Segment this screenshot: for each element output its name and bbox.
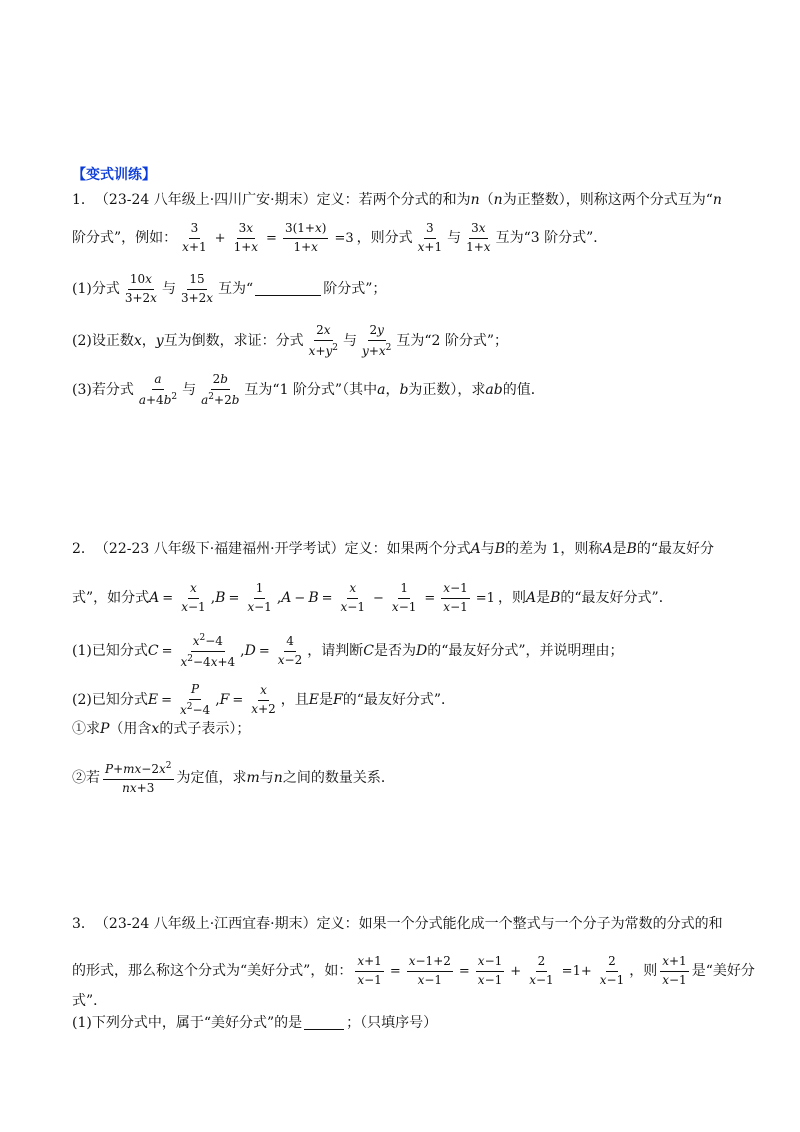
fraction: $\frac{1}{x-1}$: [247, 581, 272, 614]
fraction: $\frac{3x}{1+x}$: [233, 221, 259, 254]
q1-part1: (1)分式 10x 3+2x 与 15 3+2x 互为“ 阶分式”；: [72, 272, 387, 305]
fraction: $\frac{1}{x-1}$: [391, 581, 417, 614]
fraction: $\frac{x^2-4}{x^2-4x+4}$: [180, 633, 236, 669]
fraction: 2y $y+x^2$: [362, 323, 392, 358]
answer-blank[interactable]: [304, 1017, 344, 1030]
q2-sub2: ②若 $P+mx-2x^2$ nx+3 为定值，求 m 与 n 之间的数量关系．: [72, 761, 395, 795]
fraction: 15 3+2x: [180, 272, 214, 305]
q2-part2: (2)已知分式 E = $\frac{P}{x^2-4}$ , F = $\frac{x}{x+2}$ ，且 E 是 F 的“最友好分式”．: [72, 682, 456, 717]
fraction: $P+mx-2x^2$ nx+3: [105, 761, 172, 795]
fraction: 10x 3+2x: [124, 272, 157, 305]
q3-number: 3．: [72, 916, 95, 932]
q1-part2: (2)设正数 x ， y 互为倒数，求证：分式 2x $x+y^2$ 与 2y $y+x^2$ 互为“2 阶分式”；: [72, 323, 509, 358]
fraction: 2b $a^2+2b$: [201, 372, 240, 407]
q1-number: 1．: [72, 192, 95, 208]
fraction: $\frac{x-1+2}{x-1}$: [408, 954, 451, 987]
fraction: a $a+4b^2$: [138, 372, 178, 407]
fraction: 3 x+1: [417, 221, 443, 254]
q3-part1: (1)下列分式中，属于“美好分式”的是 ；（只填序号）: [72, 1015, 438, 1031]
fraction: $\frac{3(1+x)}{1+x}$: [284, 221, 327, 254]
fraction: 2x $x+y^2$: [308, 323, 339, 358]
fraction: $\frac{4}{x-2}$: [277, 634, 303, 667]
q1-line2: 阶分式”，例如： 3 x+1 + $\frac{3x}{1+x}$ = $\frac{3(1+x)}{1+x}$ =3 ，则分式 3 x+1 与 3x 1+x 互为“3 阶分式”．: [72, 221, 608, 254]
section-header: 【变式训练】: [72, 167, 156, 183]
fraction: $\frac{x}{x-1}$: [340, 581, 365, 614]
fraction: $\frac{2}{x-1}$: [599, 954, 625, 987]
q2-line2: 式”，如分式 A = $\frac{x}{x-1}$ , B = $\frac{1}{x-1}$ , A − B = $\frac{x}{x-1}$ − $\frac{1}{x-1}$ = $\frac{x-1}{x-1}$ =1 ，则 A 是 B 的“最友好分式”．: [72, 581, 673, 614]
q1-source: （23-24 八年级上·四川广安·期末）: [94, 192, 317, 208]
q2-part1: (1)已知分式 C = $\frac{x^2-4}{x^2-4x+4}$ , D = $\frac{4}{x-2}$ ，请判断 C 是否为 D 的“最友好分式”，并说明理由；: [72, 633, 624, 669]
fraction: 3x 1+x: [466, 221, 491, 254]
q1-part3: (3)若分式 a $a+4b^2$ 与 2b $a^2+2b$ 互为“1 阶分式”（其中 a ， b 为正数），求 ab 的值．: [72, 372, 545, 407]
q2-sub1: ①求 P （用含 x 的式子表示）；: [72, 721, 251, 737]
fraction: $\frac{2}{x-1}$: [529, 954, 554, 987]
answer-blank[interactable]: [255, 283, 321, 296]
fraction: $\frac{x}{x-1}$: [181, 581, 206, 614]
fraction: 3 x+1: [182, 221, 207, 254]
q3-line1: 3． （23-24 八年级上·江西宜春·期末） 定义：如果一个分式能化成一个整式与一个分子为常数的分式的和: [72, 916, 723, 932]
fraction: $\frac{x+1}{x-1}$: [357, 954, 382, 987]
fraction: $\frac{x-1}{x-1}$: [477, 954, 503, 987]
q1-line1: 1． （23-24 八年级上·四川广安·期末） 定义：若两个分式的和为 n （ n 为正整数），则称这两个分式互为“ n: [72, 192, 722, 208]
q2-line1: 2． （22-23 八年级下·福建福州·开学考试） 定义：如果两个分式 A 与 B 的差为 1，则称 A 是 B 的“最友好分: [72, 541, 715, 557]
q3-line2: 的形式，那么称这个分式为“美好分式”，如： $\frac{x+1}{x-1}$ = $\frac{x-1+2}{x-1}$ = $\frac{x-1}{x-1}$ + $\frac{2}{x-1}$ =1+ $\frac{2}{x-1}$ ，则 x+1 x−1 是“美好分: [72, 954, 755, 987]
fraction: $\frac{P}{x^2-4}$: [179, 682, 211, 717]
q3-line3: 式”．: [72, 993, 108, 1009]
fraction: $\frac{x-1}{x-1}$: [443, 581, 468, 614]
fraction: $\frac{x}{x+2}$: [251, 683, 276, 716]
q3-source: （23-24 八年级上·江西宜春·期末）: [94, 916, 317, 932]
q2-source: （22-23 八年级下·福建福州·开学考试）: [94, 541, 345, 557]
fraction: x+1 x−1: [662, 954, 687, 987]
q2-number: 2．: [72, 541, 95, 557]
